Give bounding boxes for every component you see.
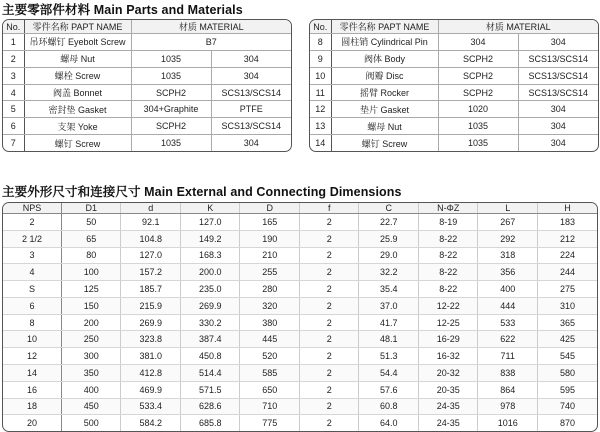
dims-cell: 580	[537, 365, 597, 382]
dims-cell: 50	[61, 214, 121, 231]
dims-cell: 450	[61, 398, 121, 415]
dims-cell: 10	[3, 331, 61, 348]
part-name: 圆柱销 Cylindrical Pin	[331, 34, 438, 51]
dims-cell: 6	[3, 297, 61, 314]
dims-cell: 168.3	[180, 247, 240, 264]
dims-cell: 20-35	[418, 381, 478, 398]
dims-cell: 400	[478, 281, 538, 298]
dims-cell: 150	[61, 297, 121, 314]
dims-cell: 8	[3, 314, 61, 331]
part-name: 密封垫 Gasket	[24, 101, 131, 118]
part-material-2: 304	[211, 50, 291, 67]
dims-cell: 585	[240, 365, 300, 382]
part-material-2: 304	[518, 34, 598, 51]
dims-cell: S	[3, 281, 61, 298]
dims-cell: 165	[240, 214, 300, 231]
dims-cell: 212	[537, 230, 597, 247]
parts-table-right	[309, 19, 599, 152]
header-material: 材质 MATERIAL	[131, 20, 291, 34]
header-no: No.	[310, 20, 331, 34]
parts-row	[3, 34, 291, 51]
part-material: B7	[131, 34, 291, 51]
parts-row	[3, 135, 291, 151]
part-material-1: SCPH2	[438, 84, 518, 101]
part-material-2: 304	[243, 138, 259, 149]
dims-cell: 2	[299, 297, 359, 314]
part-material-2: SCS13/SCS14	[518, 50, 598, 67]
part-material-2: SCS13/SCS14	[211, 118, 291, 135]
parts-row	[310, 84, 598, 101]
dims-row	[3, 230, 597, 247]
part-material-1: 304+Graphite	[131, 101, 211, 118]
dims-cell: 210	[240, 247, 300, 264]
dims-cell: 500	[61, 415, 121, 431]
part-material-2: 304	[211, 67, 291, 84]
dims-cell: 628.6	[180, 398, 240, 415]
dims-cell: 12	[3, 348, 61, 365]
dims-cell: 235.0	[180, 281, 240, 298]
dims-row	[3, 281, 597, 298]
part-no: 2	[3, 50, 24, 67]
dims-cell: 20-32	[418, 365, 478, 382]
dims-cell: 190	[240, 230, 300, 247]
dims-cell: 2	[299, 214, 359, 231]
part-material-2: 304	[518, 118, 598, 135]
dims-cell: 16	[3, 381, 61, 398]
dims-row	[3, 415, 597, 431]
dims-cell: 60.8	[359, 398, 419, 415]
dims-cell: 533.4	[121, 398, 181, 415]
parts-header-row	[310, 20, 598, 34]
dims-row	[3, 247, 597, 264]
part-name: 摇臂 Rocker	[331, 84, 438, 101]
part-material-1: 1020	[438, 101, 518, 118]
dims-cell: 200	[61, 314, 121, 331]
dims-cell: 200.0	[180, 264, 240, 281]
dims-cell: 127.0	[121, 247, 181, 264]
parts-row	[3, 50, 291, 67]
part-name: 支架 Yoke	[24, 118, 131, 135]
dims-cell: 8-19	[418, 214, 478, 231]
dims-cell: 2	[299, 348, 359, 365]
parts-row	[3, 101, 291, 118]
dims-header-cell: d	[121, 203, 181, 214]
dims-cell: 318	[478, 247, 538, 264]
dims-header-row	[3, 203, 597, 214]
dims-cell: 65	[61, 230, 121, 247]
header-no: No.	[3, 20, 24, 34]
dims-cell: 24-35	[418, 415, 478, 431]
dims-cell: 356	[478, 264, 538, 281]
dims-cell: 29.0	[359, 247, 419, 264]
part-no: 12	[310, 101, 331, 118]
part-name: 螺钉 Screw	[331, 135, 438, 151]
dims-cell: 48.1	[359, 331, 419, 348]
dims-cell: 104.8	[121, 230, 181, 247]
header-part-name: 零件名称 PAPT NAME	[331, 20, 438, 34]
part-name: 螺母 Nut	[331, 118, 438, 135]
dims-header-cell: C	[359, 203, 419, 214]
dims-cell: 280	[240, 281, 300, 298]
dims-cell: 183	[537, 214, 597, 231]
parts-row	[3, 67, 291, 84]
dims-cell: 250	[61, 331, 121, 348]
dims-cell: 350	[61, 365, 121, 382]
dims-section-title: 主要外形尺寸和连接尺寸 Main External and Connecting Dimensions	[2, 185, 402, 199]
dims-cell: 584.2	[121, 415, 181, 431]
dims-cell: 127.0	[180, 214, 240, 231]
parts-row	[310, 34, 598, 51]
dims-cell: 545	[537, 348, 597, 365]
dims-cell: 100	[61, 264, 121, 281]
part-no: 13	[310, 118, 331, 135]
dims-cell: 2	[3, 214, 61, 231]
dims-cell: 2	[299, 247, 359, 264]
dims-cell: 2	[299, 398, 359, 415]
part-material-2: 304	[550, 138, 566, 149]
dims-cell: 16-29	[418, 331, 478, 348]
dims-cell: 157.2	[121, 264, 181, 281]
dims-cell: 37.0	[359, 297, 419, 314]
part-material-1: 1035	[131, 67, 211, 84]
dims-cell: 12-22	[418, 297, 478, 314]
dims-cell: 292	[478, 230, 538, 247]
part-name: 螺栓 Screw	[24, 67, 131, 84]
part-no: 7	[3, 135, 24, 151]
dims-cell: 22.7	[359, 214, 419, 231]
parts-header-row	[3, 20, 291, 34]
dims-header-cell: D1	[61, 203, 121, 214]
dims-cell: 92.1	[121, 214, 181, 231]
dims-cell: 244	[537, 264, 597, 281]
part-name: 螺母 Nut	[24, 50, 131, 67]
dims-cell: 595	[537, 381, 597, 398]
part-material-2: SCS13/SCS14	[211, 84, 291, 101]
dims-cell: 54.4	[359, 365, 419, 382]
part-material-1: SCPH2	[438, 67, 518, 84]
dims-cell: 2	[299, 381, 359, 398]
dims-header-cell: H	[537, 203, 597, 214]
parts-row	[310, 135, 598, 151]
dims-cell: 185.7	[121, 281, 181, 298]
dims-cell: 2	[299, 230, 359, 247]
dims-cell: 450.8	[180, 348, 240, 365]
dims-cell: 571.5	[180, 381, 240, 398]
dims-row	[3, 297, 597, 314]
dims-cell: 2	[299, 281, 359, 298]
dims-cell: 685.8	[180, 415, 240, 431]
part-no: 10	[310, 67, 331, 84]
dims-cell: 622	[478, 331, 538, 348]
dims-cell: 323.8	[121, 331, 181, 348]
part-name: 螺钉 Screw	[24, 135, 131, 151]
part-name: 吊环螺钉 Eyebolt Screw	[24, 34, 131, 51]
dims-cell: 412.8	[121, 365, 181, 382]
dims-cell: 25.9	[359, 230, 419, 247]
dims-cell: 514.4	[180, 365, 240, 382]
dims-cell: 387.4	[180, 331, 240, 348]
parts-row	[310, 101, 598, 118]
dims-cell: 18	[3, 398, 61, 415]
part-name: 阀盖 Bonnet	[24, 84, 131, 101]
dims-row	[3, 264, 597, 281]
parts-section-title: 主要零部件材料 Main Parts and Materials	[2, 3, 243, 17]
parts-row	[310, 50, 598, 67]
dims-cell: 80	[61, 247, 121, 264]
dims-cell: 35.4	[359, 281, 419, 298]
dims-cell: 520	[240, 348, 300, 365]
dims-cell: 1016	[478, 415, 538, 431]
part-material-2: 304	[518, 101, 598, 118]
dims-row	[3, 398, 597, 415]
dims-cell: 12-25	[418, 314, 478, 331]
header-material: 材质 MATERIAL	[438, 20, 598, 34]
dims-cell: 381.0	[121, 348, 181, 365]
dims-cell: 16-32	[418, 348, 478, 365]
part-no: 8	[310, 34, 331, 51]
part-material-2: SCS13/SCS14	[518, 84, 598, 101]
dims-cell: 41.7	[359, 314, 419, 331]
dims-cell: 400	[61, 381, 121, 398]
dims-cell: 425	[537, 331, 597, 348]
dims-cell: 469.9	[121, 381, 181, 398]
dims-cell: 444	[478, 297, 538, 314]
dims-cell: 710	[240, 398, 300, 415]
part-no: 11	[310, 84, 331, 101]
part-material-1: 1035	[438, 135, 518, 151]
dims-row	[3, 314, 597, 331]
dims-cell: 445	[240, 331, 300, 348]
dims-cell: 64.0	[359, 415, 419, 431]
parts-row	[3, 84, 291, 101]
part-material-1: 304	[438, 34, 518, 51]
dims-header-cell: K	[180, 203, 240, 214]
dims-cell: 2	[299, 314, 359, 331]
dims-cell: 870	[559, 418, 575, 429]
dims-header-cell: D	[240, 203, 300, 214]
part-material-1: SCPH2	[438, 50, 518, 67]
dims-cell: 269.9	[180, 297, 240, 314]
dims-cell: 320	[240, 297, 300, 314]
header-part-name: 零件名称 PAPT NAME	[24, 20, 131, 34]
dims-row	[3, 214, 597, 231]
dims-cell: 3	[3, 247, 61, 264]
part-name: 阀体 Body	[331, 50, 438, 67]
part-material-1: 1035	[131, 50, 211, 67]
dims-row	[3, 381, 597, 398]
dims-cell: 125	[61, 281, 121, 298]
dims-cell: 269.9	[121, 314, 181, 331]
dims-cell: 8-22	[418, 281, 478, 298]
dims-cell: 978	[478, 398, 538, 415]
dims-cell: 533	[478, 314, 538, 331]
dims-cell: 255	[240, 264, 300, 281]
part-no: 5	[3, 101, 24, 118]
part-material-2: SCS13/SCS14	[518, 67, 598, 84]
dims-cell: 14	[3, 365, 61, 382]
part-name: 垫片 Gasket	[331, 101, 438, 118]
dims-cell: 2	[299, 415, 359, 431]
dims-cell: 267	[478, 214, 538, 231]
part-no: 1	[3, 34, 24, 51]
dims-cell: 365	[537, 314, 597, 331]
dims-row	[3, 331, 597, 348]
dims-cell: 275	[537, 281, 597, 298]
dims-cell: 711	[478, 348, 538, 365]
part-material-2: PTFE	[211, 101, 291, 118]
part-no: 14	[310, 135, 331, 151]
dims-header-cell: L	[478, 203, 538, 214]
dims-cell: 215.9	[121, 297, 181, 314]
part-material-1: 1035	[131, 135, 211, 151]
dims-cell: 8-22	[418, 247, 478, 264]
dims-header-cell: f	[299, 203, 359, 214]
dims-header-cell: N-ΦZ	[418, 203, 478, 214]
dims-cell: 838	[478, 365, 538, 382]
part-no: 9	[310, 50, 331, 67]
dims-cell: 51.3	[359, 348, 419, 365]
dimensions-table	[2, 202, 598, 432]
part-name: 阀瓣 Disc	[331, 67, 438, 84]
dims-cell: 24-35	[418, 398, 478, 415]
dims-cell: 864	[478, 381, 538, 398]
dims-cell: 57.6	[359, 381, 419, 398]
dims-cell: 8-22	[418, 230, 478, 247]
dims-cell: 380	[240, 314, 300, 331]
dims-cell: 32.2	[359, 264, 419, 281]
dims-cell: 20	[3, 415, 61, 431]
dims-header-cell: NPS	[3, 203, 61, 214]
part-material-1: SCPH2	[131, 118, 211, 135]
parts-row	[3, 118, 291, 135]
dims-cell: 2	[299, 264, 359, 281]
part-material-1: 1035	[438, 118, 518, 135]
dims-cell: 300	[61, 348, 121, 365]
parts-row	[310, 67, 598, 84]
dims-cell: 8-22	[418, 264, 478, 281]
dims-cell: 4	[3, 264, 61, 281]
dims-row	[3, 348, 597, 365]
dims-cell: 650	[240, 381, 300, 398]
parts-row	[310, 118, 598, 135]
dims-cell: 2 1/2	[3, 230, 61, 247]
parts-table-left	[2, 19, 292, 152]
dims-cell: 310	[537, 297, 597, 314]
dims-cell: 775	[240, 415, 300, 431]
part-material-1: SCPH2	[131, 84, 211, 101]
dims-cell: 330.2	[180, 314, 240, 331]
part-no: 3	[3, 67, 24, 84]
dims-cell: 224	[537, 247, 597, 264]
dims-cell: 149.2	[180, 230, 240, 247]
dims-row	[3, 365, 597, 382]
dims-cell: 2	[299, 365, 359, 382]
dims-cell: 2	[299, 331, 359, 348]
part-no: 4	[3, 84, 24, 101]
part-no: 6	[3, 118, 24, 135]
dims-cell: 740	[537, 398, 597, 415]
